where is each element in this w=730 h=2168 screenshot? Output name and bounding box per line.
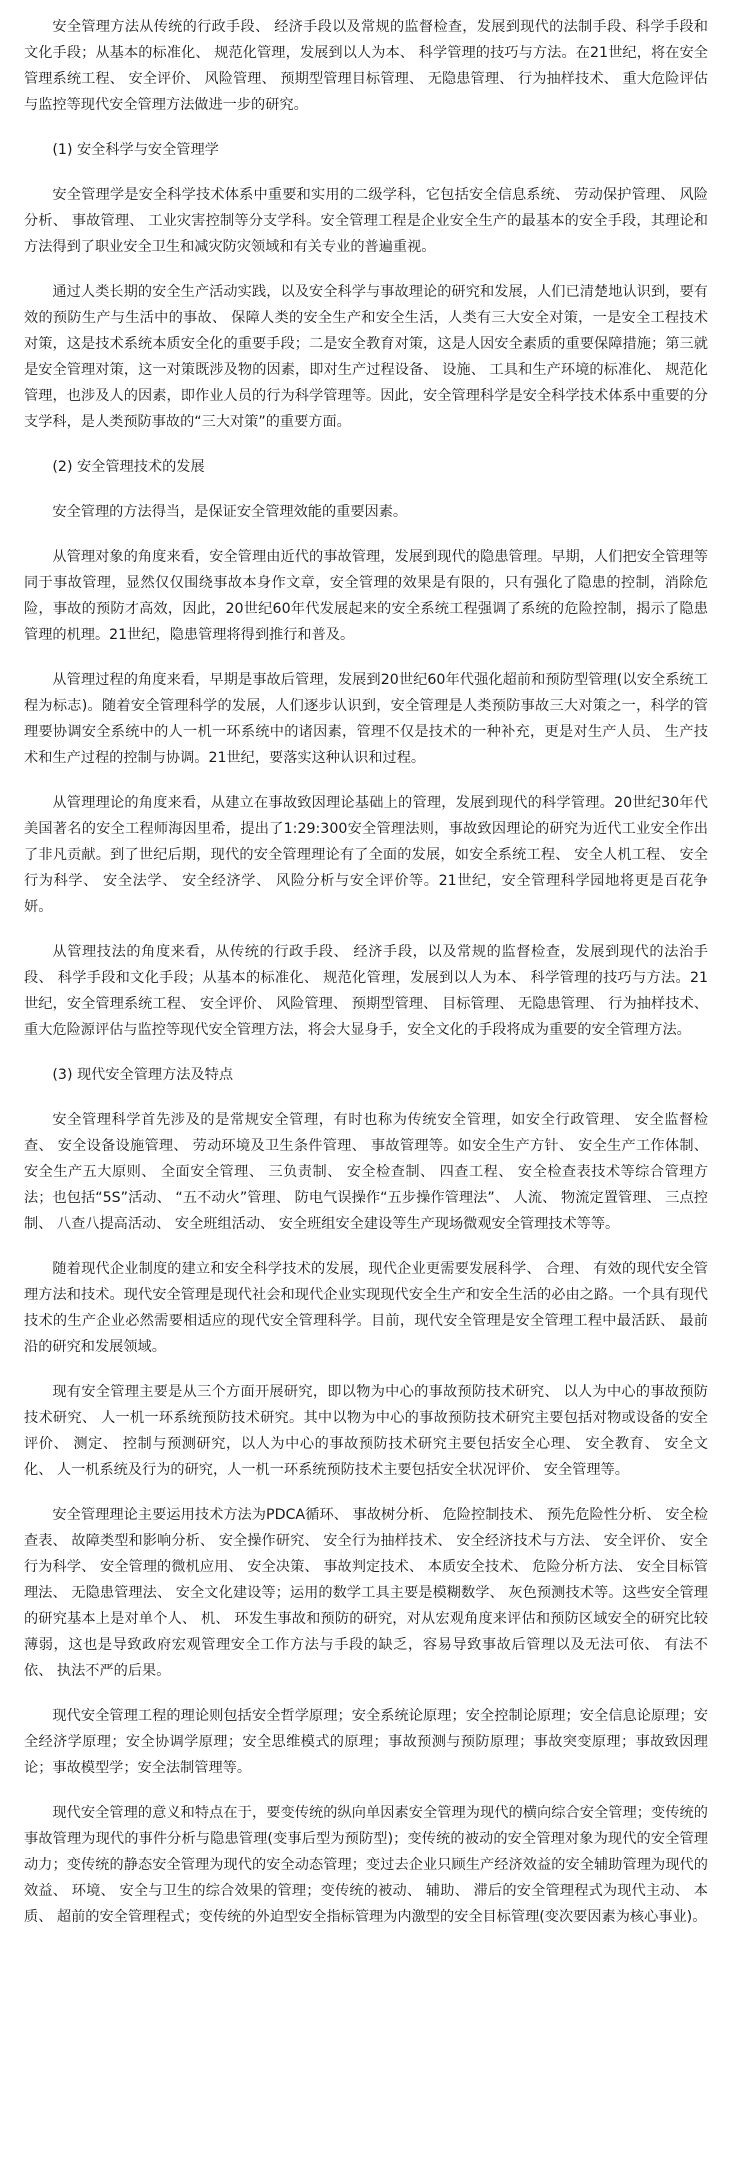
paragraph: 安全管理科学首先涉及的是常规安全管理，有时也称为传统安全管理，如安全行政管理、 安全监督检查、 安全设备设施管理、 劳动环境及卫生条件管理、 事故管理等。如安全生产方针、 安全生产工作体制、 安全生产五大原则、 全面安全管理、 三负责制、 安全检查制、 四查工程、 安全检查表技术等综合管理方法；也包括“5S”活动、 “五不动火”管理、 防电气误操作“五步操作管理法”、 人流、 物流定置管理、 三点控制、 八查八提高活动、 安全班组活动、 安全班组安全建设等生产现场微观安全管理技术等等。 — [24, 1112, 708, 1232]
paragraph: 安全管理方法从传统的行政手段、 经济手段以及常规的监督检查，发展到现代的法制手段、科学手段和文化手段；从基本的标准化、 规范化管理，发展到以人为本、 科学管理的技巧与方法。在21世纪，将在安全管理系统工程、 安全评价、 风险管理、 预期型管理目标管理、 无隐患管理、 行为抽样技术、 重大危险评估与监控等现代安全管理方法做进一步的研究。 — [24, 19, 708, 113]
section-heading: (1) 安全科学与安全管理学 — [52, 142, 219, 158]
paragraph: 从管理过程的角度来看，早期是事故后管理，发展到20世纪60年代强化超前和预防型管理(以安全系统工程为标志)。随着安全管理科学的发展，人们逐步认识到，安全管理是人类预防事故三大对策之一，科学的管理要协调安全系统中的人一机一环系统中的诸因素，管理不仅是技术的一种补充，更是对生产人员、 生产技术和生产过程的控制与协调。21世纪，要落实这种认识和过程。 — [24, 672, 708, 766]
paragraph: 安全管理理论主要运用技术方法为PDCA循环、 事故树分析、 危险控制技术、 预先危险性分析、 安全检查表、 故障类型和影响分析、 安全操作研究、 安全行为抽样技术、 安全经济技术与方法、 安全评价、 安全行为科学、 安全管理的微机应用、 安全决策、 事故判定技术、 本质安全技术、 危险分析方法、 安全目标管理法、 无隐患管理法、 安全文化建设等；运用的数学工具主要是模糊数学、 灰色预测技术等。这些安全管理的研究基本上是对单个人、 机、 环发生事故和预防的研究，对从宏观角度来评估和预防区域安全的研究比较薄弱，这也是导致政府宏观管理安全工作方法与手段的缺乏，容易导致事故后管理以及无法可依、 有法不依、 执法不严的后果。 — [24, 1507, 708, 1679]
section-heading: (2) 安全管理技术的发展 — [52, 459, 205, 475]
paragraph: 现代安全管理的意义和特点在于，要变传统的纵向单因素安全管理为现代的横向综合安全管理；变传统的事故管理为现代的事件分析与隐患管理(变事后型为预防型)；变传统的被动的安全管理对象为现代的安全管理动力；变传统的静态安全管理为现代的安全动态管理；变过去企业只顾生产经济效益的安全辅助管理为现代的效益、 环境、 安全与卫生的综合效果的管理；变传统的被动、 辅助、 滞后的安全管理程式为现代主动、 本质、 超前的安全管理程式；变传统的外迫型安全指标管理为内激型的安全目标管理(变次要因素为核心事业)。 — [24, 1805, 708, 1925]
paragraph: 安全管理学是安全科学技术体系中重要和实用的二级学科，它包括安全信息系统、 劳动保护管理、 风险分析、 事故管理、 工业灾害控制等分支学科。安全管理工程是企业安全生产的最基本的安全手段，其理论和方法得到了职业安全卫生和减灾防灾领域和有关专业的普遍重视。 — [24, 187, 708, 255]
section-heading: (3) 现代安全管理方法及特点 — [52, 1067, 234, 1083]
paragraph: 从管理技法的角度来看，从传统的行政手段、 经济手段，以及常规的监督检查，发展到现代的法治手段、 科学手段和文化手段；从基本的标准化、 规范化管理，发展到以人为本、 科学管理的技巧与方法。21世纪，安全管理系统工程、 安全评价、 风险管理、 预期型管理、 目标管理、 无隐患管理、 行为抽样技术、 重大危险源评估与监控等现代安全管理方法，将会大显身手，安全文化的手段将成为重要的安全管理方法。 — [24, 944, 708, 1038]
paragraph: 从管理理论的角度来看，从建立在事故致因理论基础上的管理，发展到现代的科学管理。20世纪30年代美国著名的安全工程师海因里希，提出了1:29:300安全管理法则，事故致因理论的研究为近代工业安全作出了非凡贡献。到了世纪后期，现代的安全管理理论有了全面的发展，如安全系统工程、 安全人机工程、 安全行为科学、 安全法学、 安全经济学、 风险分析与安全评价等。21世纪，安全管理科学园地将更是百花争妍。 — [24, 795, 708, 915]
paragraph: 通过人类长期的安全生产活动实践，以及安全科学与事故理论的研究和发展，人们已清楚地认识到，要有效的预防生产与生活中的事故、 保障人类的安全生产和安全生活，人类有三大安全对策，一是安全工程技术对策，这是技术系统本质安全化的重要手段；二是安全教育对策，这是人因安全素质的重要保障措施；第三就是安全管理对策，这一对策既涉及物的因素，即对生产过程设备、 设施、 工具和生产环境的标准化、 规范化管理，也涉及人的因素，即作业人员的行为科学管理等。因此，安全管理科学是安全科学技术体系中重要的分支学科，是人类预防事故的“三大对策”的重要方面。 — [24, 284, 708, 430]
paragraph: 从管理对象的角度来看，安全管理由近代的事故管理，发展到现代的隐患管理。早期，人们把安全管理等同于事故管理，显然仅仅围绕事故本身作文章，安全管理的效果是有限的，只有强化了隐患的控制，消除危险，事故的预防才高效，因此，20世纪60年代发展起来的安全系统工程强调了系统的危险控制，揭示了隐患管理的机理。21世纪，隐患管理将得到推行和普及。 — [24, 549, 708, 643]
paragraph: 现有安全管理主要是从三个方面开展研究，即以物为中心的事故预防技术研究、 以人为中心的事故预防技术研究、 人一机一环系统预防技术研究。其中以物为中心的事故预防技术研究主要包括对物或设备的安全评价、 测定、 控制与预测研究，以人为中心的事故预防技术研究主要包括安全心理、 安全教育、 安全文化、 人一机系统及行为的研究，人一机一环系统预防技术主要包括安全状况评价、 安全管理等。 — [24, 1384, 708, 1478]
paragraph: 现代安全管理工程的理论则包括安全哲学原理；安全系统论原理；安全控制论原理；安全信息论原理；安全经济学原理；安全协调学原理；安全思维模式的原理；事故预测与预防原理；事故突变原理；事故致因理论；事故模型学；安全法制管理等。 — [24, 1708, 708, 1776]
paragraph: 随着现代企业制度的建立和安全科学技术的发展，现代企业更需要发展科学、 合理、 有效的现代安全管理方法和技术。现代安全管理是现代社会和现代企业实现现代安全生产和安全生活的必由之路。一个具有现代技术的生产企业必然需要相适应的现代安全管理科学。目前，现代安全管理是安全管理工程中最活跃、 最前沿的研究和发展领域。 — [24, 1261, 708, 1355]
paragraph: 安全管理的方法得当，是保证安全管理效能的重要因素。 — [52, 504, 408, 520]
